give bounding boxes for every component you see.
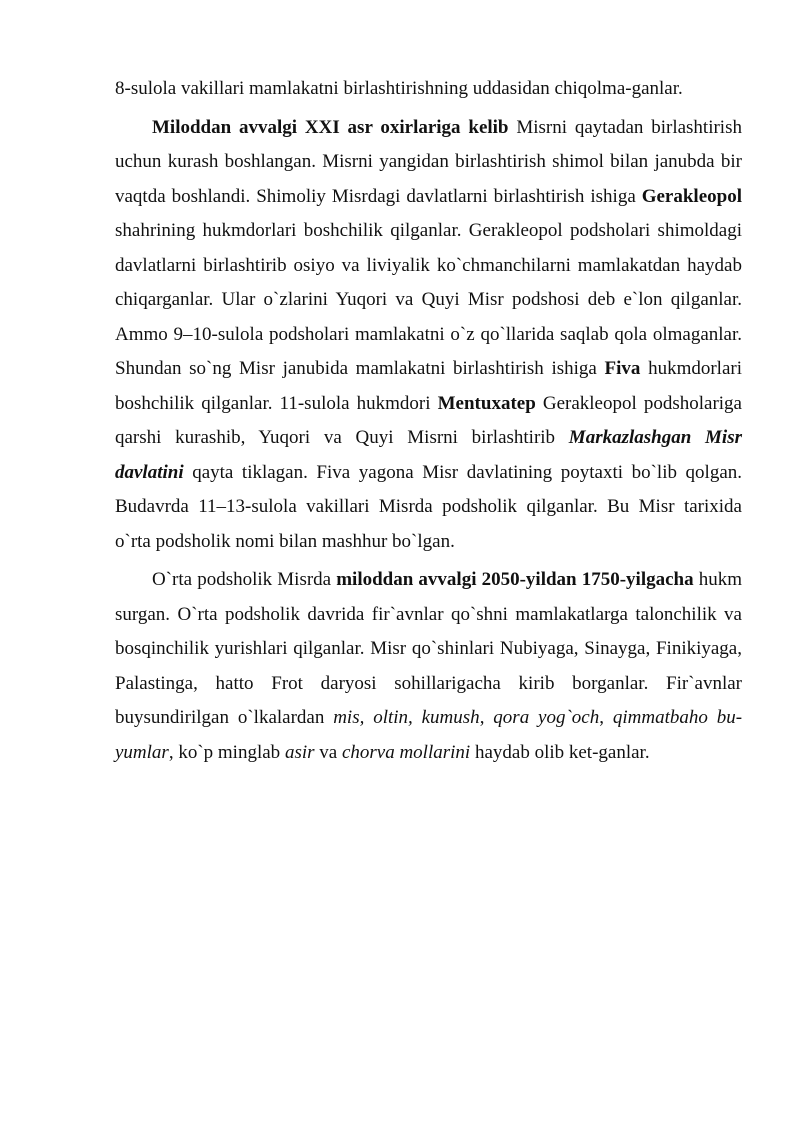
text-run: , — [479, 707, 494, 728]
bold-phrase: miloddan avvalgi 2050-yildan 1750-yilgacha — [336, 569, 694, 590]
text-run: hukm surgan. O`rta podsholik davrida fir`avnlar qo`shni mamlakatlarga talonchilik va bosqinchilik yurishlari qilganlar. Misr qo`shinlari Nubiyaga, Sinayga, Finikiyaga, Palastinga, hatto Frot daryosi sohillarigacha kirib borganlar. Fir`avnlar buysundirilgan o`lkalardan — [115, 569, 743, 728]
text-run: Gerakleopol podsholariga qarshi kurashib, Yuqori va Quyi Misrni birlashtirib — [115, 392, 742, 448]
bold-phrase: Mentuxatep — [437, 392, 536, 414]
text-run: O`rta podsholik Misrda — [152, 569, 337, 590]
text-run: Misrni qaytadan birlashtirish uchun kurash boshlangan. Misrni yangidan birlashtirish shimol bilan janubda bir vaqtda boshlandi. Shimoliy Misrdagi davlatlarni birlashtirish ishiga — [115, 116, 742, 207]
paragraph-1 — [115, 72, 742, 107]
text-run: va — [314, 741, 342, 763]
italic-phrase: chorva mollarini — [341, 741, 471, 763]
paragraph-2 — [115, 111, 742, 560]
italic-phrase: qora yog`och — [493, 707, 600, 728]
text-run: haydab olib ket-ganlar. — [470, 741, 650, 763]
text-run: shahrining hukmdorlari boshchilik qilganlar. Gerakleopol podsholari shimoldagi davlatlarni birlashtirib osiyo va liviyalik ko`chmanchilarni mamlakatdan haydab chiqarganlar. Ular o`zlarini Yuqori va Quyi Misr podshosi deb e`lon qilganlar. Ammo 9–10-sulola podsholari mamlakatni o`z qo`llarida saqlab qola olmaganlar. Shundan so`ng Misr janubida mamlakatni birlashtirish ishiga — [115, 220, 742, 379]
italic-phrase: qimmatbaho bu-yumlar — [115, 707, 743, 763]
bold-phrase: Fiva — [604, 358, 641, 379]
bold-italic-text: Markazlashgan Misr davlatini — [115, 427, 742, 483]
italic-phrase: mis, oltin, kumush — [333, 707, 480, 728]
text-run: , ko`p minglab — [168, 741, 285, 763]
bold-phrase: Miloddan avvalgi XXI asr oxirlariga kelib — [152, 116, 509, 138]
text-run: hukmdorlari boshchilik qilganlar. 11-sulola hukmdori — [115, 358, 742, 414]
text-run: , — [599, 707, 613, 728]
bold-phrase: Gerakleopol — [641, 185, 742, 207]
italic-phrase: asir — [284, 741, 315, 763]
text-run: qayta tiklagan. Fiva yagona Misr davlatining poytaxti bo`lib qolgan. Budavrda 11–13-sulola vakillari Misrda podsholik qilganlar. Bu Misr tarixida o`rta podsholik nomi bilan mashhur bo`lgan. — [115, 461, 742, 552]
paragraph-3 — [115, 563, 742, 770]
body-text — [115, 72, 742, 770]
text-run: 8-sulola vakillari mamlakatni birlashtirishning uddasidan chiqolma-ganlar. — [115, 78, 683, 99]
